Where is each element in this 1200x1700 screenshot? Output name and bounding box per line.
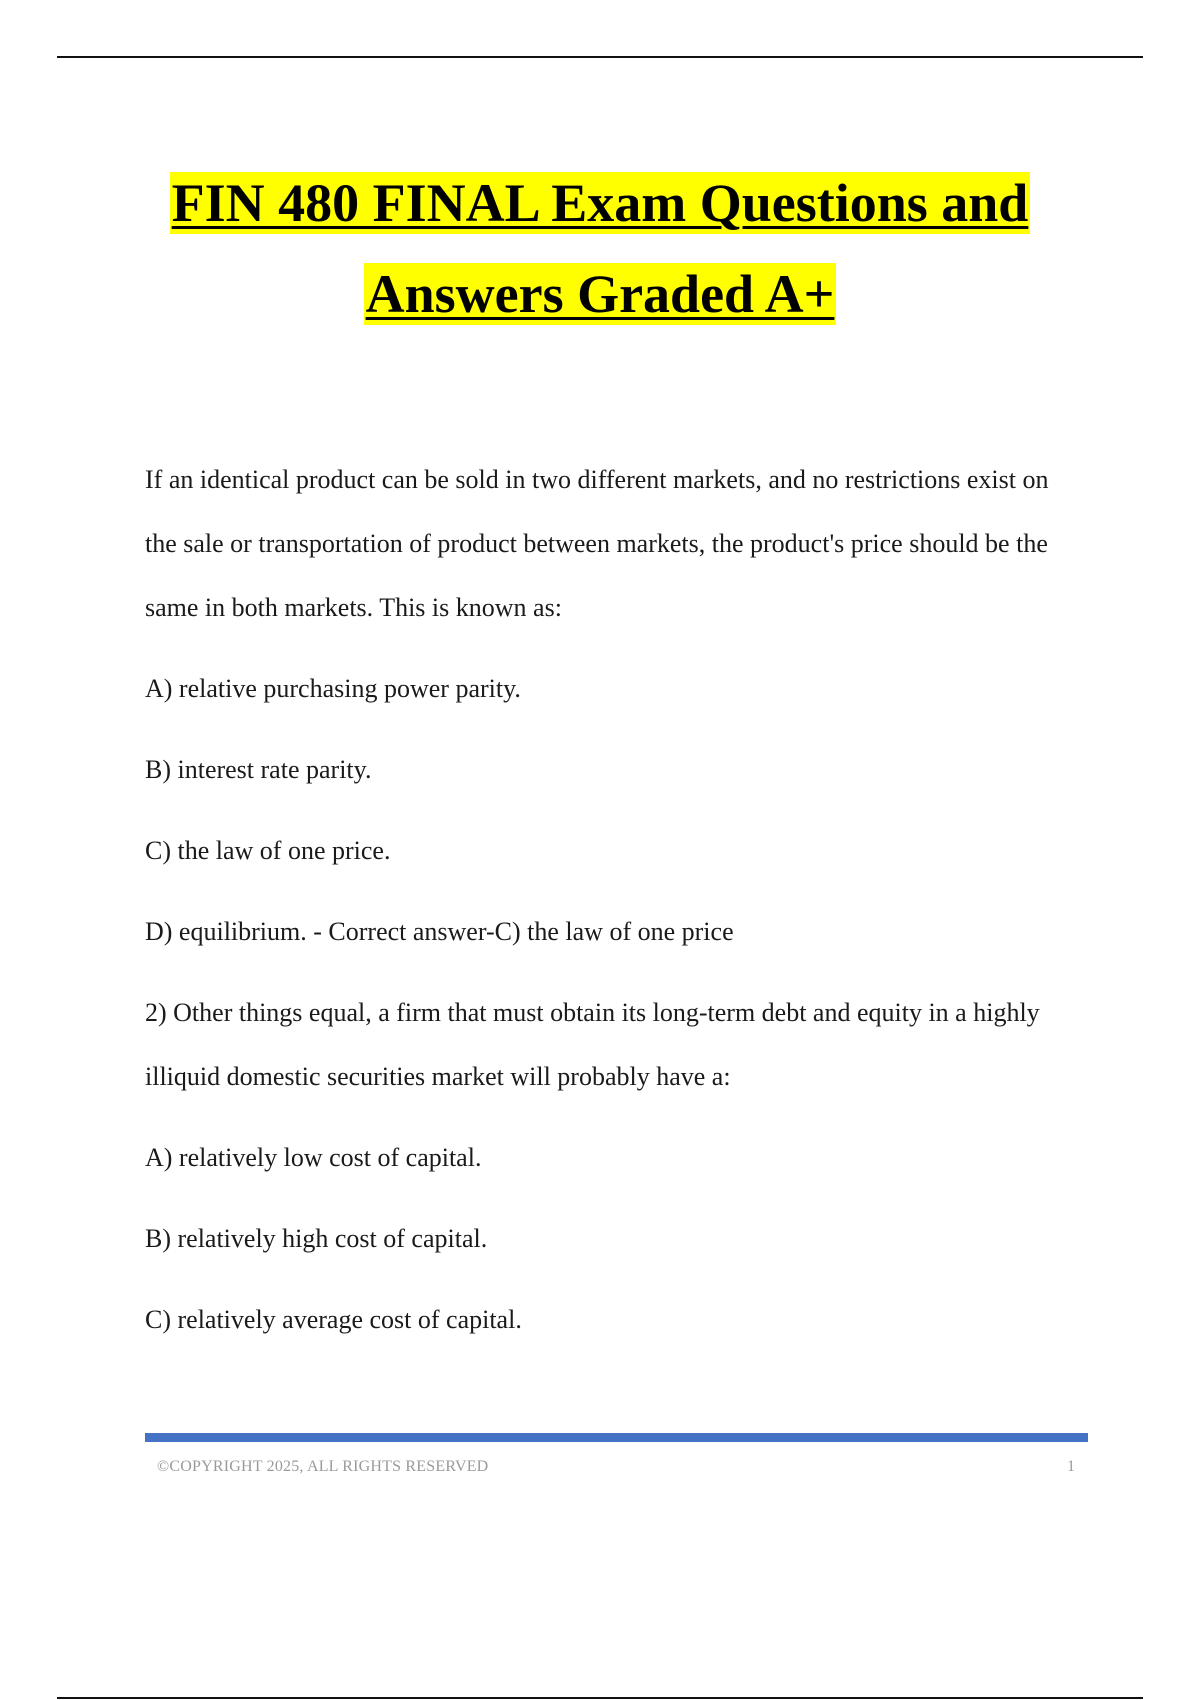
question-2-text: 2) Other things equal, a firm that must obtain its long-term debt and equity in a highly illiquid domestic securities market will probably have a: xyxy=(145,998,1040,1091)
title-line-2: Answers Graded A+ xyxy=(365,264,835,324)
footer-divider xyxy=(145,1433,1088,1442)
question-1-option-c: C) the law of one price. xyxy=(145,836,391,865)
document-title xyxy=(0,172,1200,354)
question-1-option-a: A) relative purchasing power parity. xyxy=(145,674,521,703)
question-1-option-b: B) interest rate parity. xyxy=(145,755,372,784)
page-number: 1 xyxy=(1067,1458,1075,1475)
question-2-option-c: C) relatively average cost of capital. xyxy=(145,1305,522,1334)
question-1-option-d-answer: D) equilibrium. - Correct answer-C) the law of one price xyxy=(145,917,734,946)
title-line-1: FIN 480 FINAL Exam Questions and xyxy=(171,173,1029,233)
question-2-option-b: B) relatively high cost of capital. xyxy=(145,1224,488,1253)
question-2-option-a: A) relatively low cost of capital. xyxy=(145,1143,482,1172)
document-body xyxy=(145,448,1085,1352)
footer-copyright: ©COPYRIGHT 2025, ALL RIGHTS RESERVED xyxy=(157,1458,489,1475)
question-1-text: If an identical product can be sold in two different markets, and no restrictions exist on the sale or transportation of product between markets, the product's price should be the same in both markets. This is known as: xyxy=(145,465,1049,622)
bottom-divider xyxy=(57,1697,1143,1699)
top-divider xyxy=(57,56,1143,58)
